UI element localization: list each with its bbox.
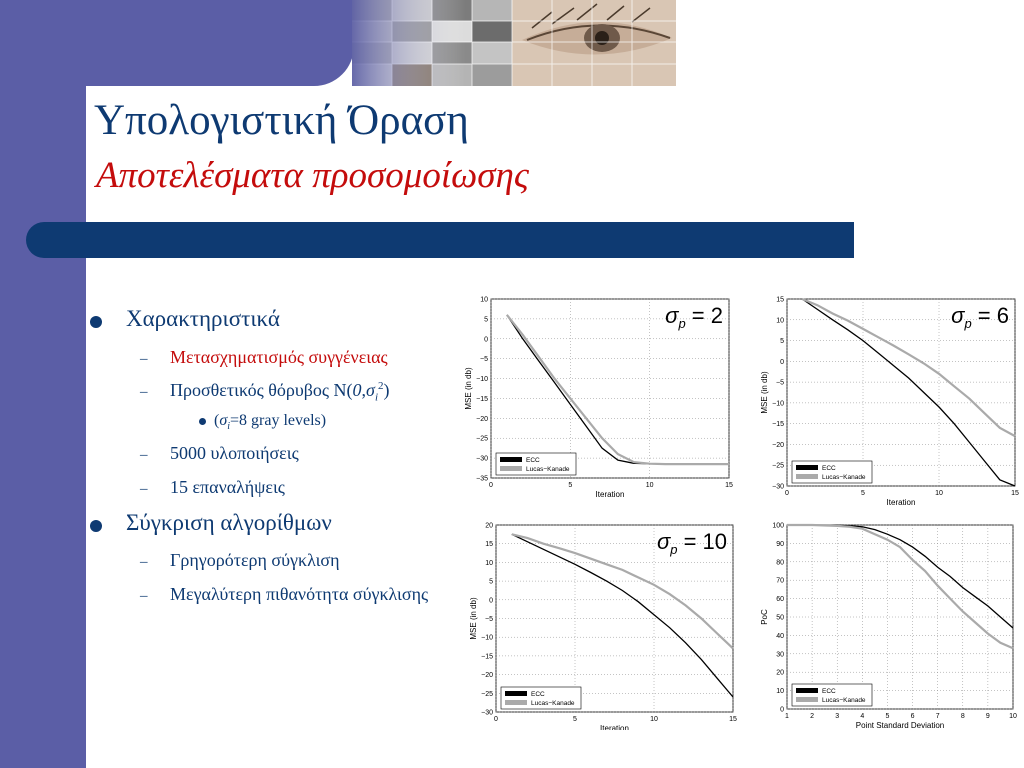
y-tick-label: 10 bbox=[485, 559, 493, 567]
y-tick-label: 40 bbox=[776, 632, 784, 640]
x-tick-label: 5 bbox=[568, 482, 573, 489]
slide-title: Υπολογιστική Όραση bbox=[94, 97, 469, 144]
y-tick-label: 50 bbox=[776, 614, 784, 622]
y-tick-label: 90 bbox=[776, 540, 784, 548]
noise-zero-mean: 0 bbox=[352, 380, 362, 400]
x-tick-label: 0 bbox=[489, 482, 493, 489]
sigma-annotation: $\sigma_p = 10$ bbox=[656, 529, 727, 557]
y-tick-label: 10 bbox=[776, 317, 784, 325]
legend-swatch bbox=[500, 466, 522, 471]
chart-mse-sigma6 bbox=[742, 292, 1024, 510]
x-tick-label: 10 bbox=[650, 716, 658, 723]
legend-label: Lucas−Kanade bbox=[531, 700, 575, 707]
x-tick-label: 7 bbox=[935, 713, 940, 720]
legend-label: ECC bbox=[526, 457, 540, 464]
slide-subtitle: Αποτελέσματα προσομοίωσης bbox=[96, 155, 529, 196]
y-tick-label: −5 bbox=[776, 379, 784, 387]
bullet-features: Χαρακτηριστικά bbox=[126, 306, 280, 331]
y-tick-label: −10 bbox=[476, 376, 488, 384]
y-tick-label: 15 bbox=[776, 296, 784, 304]
y-axis-label: MSE (in db) bbox=[464, 367, 473, 410]
x-tick-label: 15 bbox=[1011, 490, 1019, 497]
gray-levels-sigma-subscript: i bbox=[227, 421, 230, 433]
y-tick-label: −20 bbox=[476, 415, 488, 423]
bullet-additive-noise bbox=[170, 380, 390, 404]
noise-text-prefix: Προσθετικός θόρυβος N( bbox=[170, 380, 353, 400]
bullet-iterations: 15 επαναλήψεις bbox=[170, 477, 285, 497]
legend-label: ECC bbox=[822, 465, 836, 472]
dash-marker: – bbox=[140, 447, 148, 463]
y-tick-label: 10 bbox=[480, 296, 488, 304]
header-image-strip bbox=[352, 0, 676, 86]
y-tick-label: 0 bbox=[484, 336, 488, 344]
y-axis-label: MSE (in db) bbox=[469, 597, 478, 640]
gray-levels-open-paren: ( bbox=[214, 412, 220, 429]
noise-comma: , bbox=[361, 380, 367, 400]
dash-marker: – bbox=[140, 588, 148, 604]
left-sidebar-band bbox=[0, 0, 86, 768]
legend-label: Lucas−Kanade bbox=[526, 466, 570, 473]
chart-mse-sigma2 bbox=[458, 292, 738, 510]
y-tick-label: 70 bbox=[776, 577, 784, 585]
legend-swatch bbox=[796, 697, 818, 702]
bullet-higher-convergence-probability: Μεγαλύτερη πιθανότητα σύγκλισης bbox=[170, 584, 429, 604]
y-axis-label: MSE (in db) bbox=[760, 371, 769, 414]
bullet-algorithm-comparison: Σύγκριση αλγορίθμων bbox=[126, 510, 332, 535]
header-banner bbox=[86, 0, 354, 86]
x-tick-label: 6 bbox=[910, 713, 915, 720]
dash-marker: – bbox=[140, 554, 148, 570]
x-axis-label: Iteration bbox=[600, 724, 629, 730]
x-tick-label: 4 bbox=[860, 713, 865, 720]
x-tick-label: 0 bbox=[785, 490, 789, 497]
legend-label: ECC bbox=[531, 691, 545, 698]
y-tick-label: −5 bbox=[485, 616, 493, 623]
y-tick-label: 15 bbox=[485, 541, 493, 549]
y-tick-label: −15 bbox=[481, 653, 493, 661]
legend-swatch bbox=[505, 700, 527, 705]
y-tick-label: 0 bbox=[780, 358, 784, 366]
x-tick-label: 15 bbox=[725, 482, 733, 489]
y-tick-label: −10 bbox=[481, 634, 493, 642]
y-tick-label: 20 bbox=[776, 669, 784, 677]
y-tick-label: 20 bbox=[485, 522, 493, 530]
legend-label: Lucas−Kanade bbox=[822, 697, 866, 704]
y-tick-label: 30 bbox=[776, 651, 784, 659]
y-tick-label: −15 bbox=[772, 421, 784, 429]
x-tick-label: 9 bbox=[985, 713, 990, 720]
sigma-annotation: $\sigma_p = 6$ bbox=[951, 303, 1009, 331]
x-tick-label: 8 bbox=[960, 713, 965, 720]
gray-levels-sigma-symbol: σ bbox=[219, 412, 228, 429]
legend-label: Lucas−Kanade bbox=[822, 474, 866, 481]
y-tick-label: 100 bbox=[772, 522, 784, 530]
y-tick-label: −35 bbox=[476, 475, 488, 483]
y-tick-label: −20 bbox=[481, 672, 493, 680]
x-tick-label: 10 bbox=[935, 490, 943, 497]
y-tick-label: −25 bbox=[772, 462, 784, 470]
y-tick-label: 10 bbox=[776, 688, 784, 696]
y-tick-label: −30 bbox=[476, 455, 488, 463]
y-tick-label: 0 bbox=[780, 706, 784, 714]
x-axis-label: Point Standard Deviation bbox=[855, 721, 945, 730]
x-tick-label: 1 bbox=[785, 713, 789, 720]
chart-poc bbox=[742, 518, 1024, 730]
bullet-gray-levels bbox=[214, 412, 326, 432]
title-divider-bar bbox=[26, 222, 854, 258]
legend-swatch bbox=[796, 474, 818, 479]
y-tick-label: −25 bbox=[476, 435, 488, 443]
dash-marker: – bbox=[140, 384, 148, 400]
noise-sigma-exponent: 2 bbox=[378, 380, 384, 392]
y-tick-label: −15 bbox=[476, 395, 488, 403]
chart-mse-sigma10 bbox=[458, 518, 738, 730]
noise-sigma-symbol: σ bbox=[366, 380, 375, 400]
noise-sigma-subscript: i bbox=[374, 391, 378, 404]
dash-marker: – bbox=[140, 481, 148, 497]
y-tick-label: −5 bbox=[480, 356, 488, 364]
header-photo-collage bbox=[352, 0, 676, 86]
y-tick-label: 0 bbox=[489, 597, 493, 605]
legend-swatch bbox=[796, 688, 818, 693]
gray-levels-value: =8 gray levels) bbox=[230, 412, 327, 429]
x-tick-label: 5 bbox=[573, 716, 577, 723]
x-tick-label: 5 bbox=[861, 490, 865, 497]
y-tick-label: 5 bbox=[484, 316, 488, 324]
x-tick-label: 2 bbox=[810, 713, 815, 720]
x-tick-label: 0 bbox=[494, 716, 498, 723]
y-tick-label: 5 bbox=[489, 578, 493, 586]
legend-swatch bbox=[796, 465, 818, 470]
bullet-realizations: 5000 υλοποιήσεις bbox=[170, 443, 299, 463]
y-tick-label: −30 bbox=[481, 709, 493, 717]
bullet-faster-convergence: Γρηγορότερη σύγκλιση bbox=[170, 550, 340, 570]
y-tick-label: 5 bbox=[780, 338, 784, 346]
y-tick-label: −10 bbox=[772, 400, 784, 408]
legend-swatch bbox=[500, 457, 522, 462]
legend-swatch bbox=[505, 691, 527, 696]
y-tick-label: −25 bbox=[481, 690, 493, 698]
noise-text-suffix: ) bbox=[383, 380, 390, 400]
y-tick-label: −30 bbox=[772, 483, 784, 491]
x-axis-label: Iteration bbox=[595, 490, 625, 499]
y-tick-label: −20 bbox=[772, 441, 784, 449]
x-tick-label: 10 bbox=[645, 482, 654, 489]
bullet-affine-transform: Μετασχηματισμός συγγένειας bbox=[170, 347, 388, 367]
legend-label: ECC bbox=[822, 688, 836, 695]
bullet-dot bbox=[90, 316, 102, 328]
bullet-dot bbox=[90, 520, 102, 532]
x-tick-label: 5 bbox=[885, 713, 890, 720]
x-tick-label: 10 bbox=[1009, 713, 1017, 720]
sigma-annotation: $\sigma_p = 2$ bbox=[665, 303, 723, 331]
y-axis-label: PoC bbox=[760, 609, 769, 625]
x-tick-label: 3 bbox=[835, 713, 840, 720]
bullet-dot-small bbox=[199, 418, 206, 425]
y-tick-label: 60 bbox=[776, 596, 784, 604]
dash-marker: – bbox=[140, 351, 148, 367]
x-tick-label: 15 bbox=[729, 716, 737, 723]
y-tick-label: 80 bbox=[776, 559, 784, 567]
x-axis-label: Iteration bbox=[886, 498, 916, 507]
